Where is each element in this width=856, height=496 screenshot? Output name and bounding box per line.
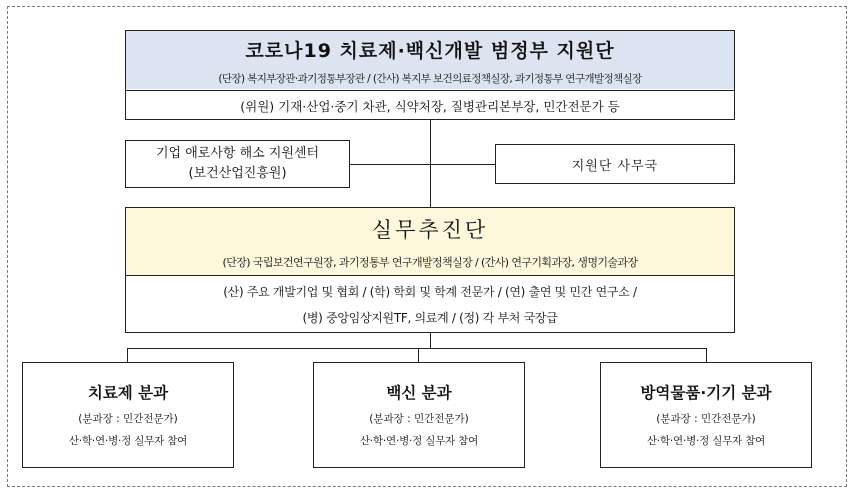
working-group-leaders: (단장) 국립보건연구원장, 과기정통부 연구개발정책실장 / (간사) 연구기획과장, 생명기술과장 [126, 249, 734, 275]
subcommittee-chair: (분과장 : 민간전문가) [656, 413, 756, 425]
subcommittee-title: 백신 분과 [386, 384, 452, 402]
therapeutics-subcommittee-box [22, 362, 234, 468]
vaccine-subcommittee-box [313, 362, 525, 468]
connector-to-therapeutics [127, 348, 128, 362]
subcommittee-participants: 산·학·연·병·정 실무자 참여 [359, 435, 479, 447]
connector-to-vaccine [418, 348, 419, 362]
secretariat-box [495, 144, 735, 184]
secretariat-label: 지원단 사무국 [571, 158, 659, 174]
support-group-leaders: (단장) 복지부장관·과기정통부장관 / (간사) 복지부 보건의료정책실장, 과기정통부 연구개발정책실장 [126, 67, 734, 89]
connector-mid-to-bus [430, 333, 431, 348]
subcommittee-chair: (분과장 : 민간전문가) [78, 413, 178, 425]
support-group-title: 코로나19 치료제·백신개발 범정부 지원단 [126, 31, 734, 67]
subcommittee-chair: (분과장 : 민간전문가) [369, 413, 469, 425]
subcommittee-title: 치료제 분과 [87, 384, 169, 402]
working-group-box [125, 207, 735, 333]
support-center-name: 기업 애로사항 해소 지원센터 [155, 146, 320, 161]
connector-to-quarantine [706, 348, 707, 362]
support-group-members: (위원) 기재·산업·중기 차관, 식약처장, 질병관리본부장, 민간전문가 등 [126, 90, 734, 121]
connector-to-support-center [350, 164, 430, 165]
connector-to-office [430, 164, 495, 165]
corporate-support-center-box [125, 140, 350, 188]
government-support-group-box [125, 30, 735, 120]
connector-bus [127, 348, 707, 349]
subcommittee-participants: 산·학·연·병·정 실무자 참여 [68, 435, 188, 447]
working-group-title: 실무추진단 [126, 208, 734, 249]
quarantine-supplies-subcommittee-box [600, 362, 812, 468]
subcommittee-participants: 산·학·연·병·정 실무자 참여 [646, 435, 766, 447]
working-group-members-line1: (산) 주요 개발기업 및 협회 / (학) 학회 및 학계 전문가 / (연) 출연 및 민간 연구소 / [126, 275, 734, 306]
support-center-org: (보건산업진흥원) [188, 166, 287, 181]
working-group-members-line2: (병) 중앙임상지원TF, 의료계 / (정) 각 부처 국장급 [302, 310, 558, 325]
subcommittee-title: 방역물품·기기 분과 [640, 384, 772, 402]
